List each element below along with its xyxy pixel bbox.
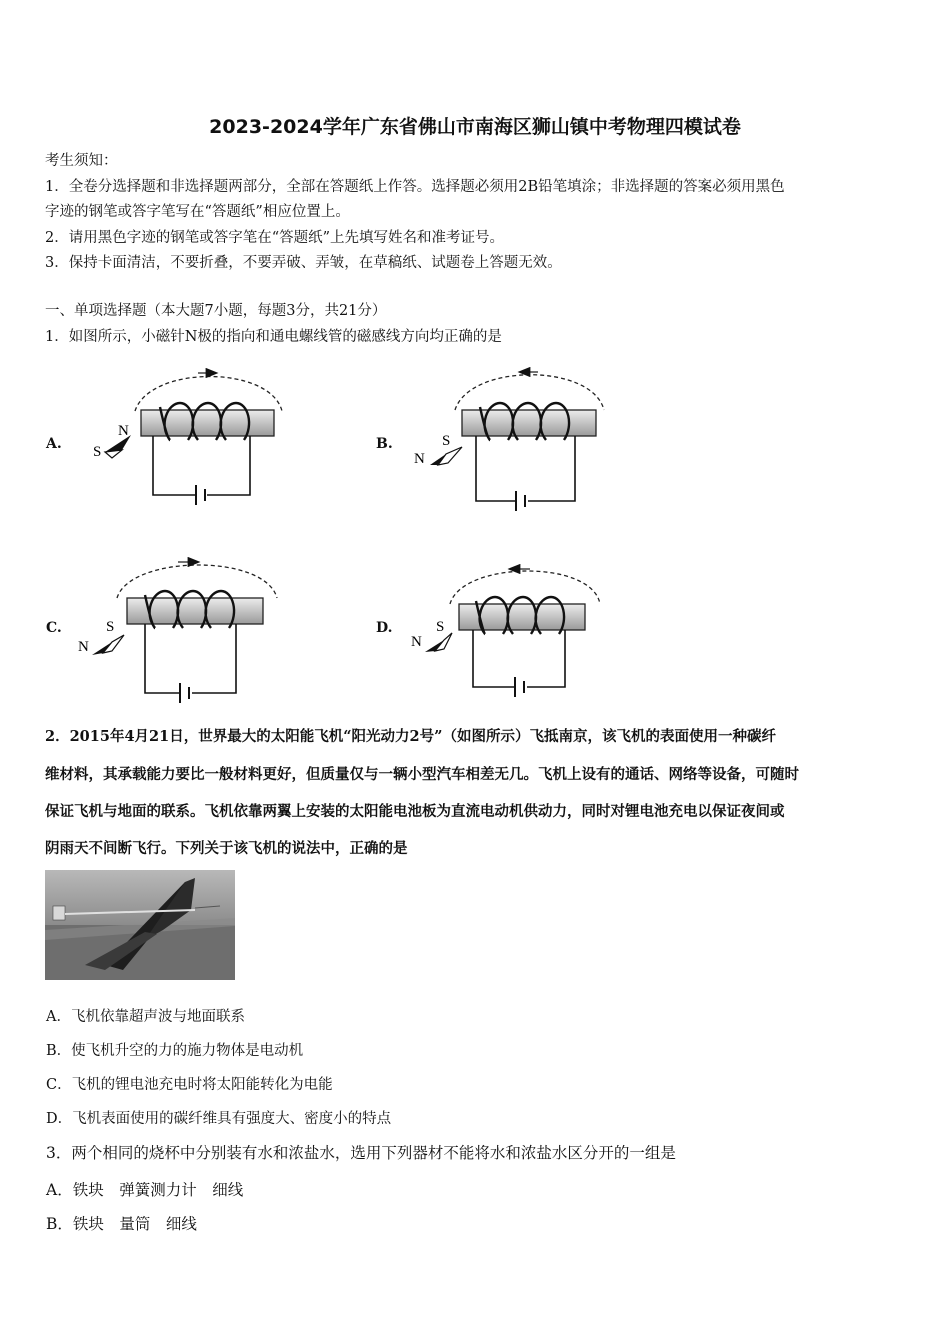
page-title: 2023-2024学年广东省佛山市南海区狮山镇中考物理四模试卷 (209, 116, 741, 138)
solar-plane-photo (45, 870, 235, 980)
q1-option-a-figure (93, 373, 282, 505)
q1d-n-label: N (411, 634, 422, 650)
q2-stem-line-4: 阴雨天不间断飞行。下列关于该飞机的说法中，正确的是 (45, 840, 408, 857)
q1-option-b-figure (414, 372, 604, 511)
q1-stem: 1．如图所示，小磁针N极的指向和通电螺线管的磁感线方向均正确的是 (45, 329, 502, 345)
notice-item-3: 3．保持卡面清洁，不要折叠，不要弄破、弄皱，在草稿纸、试题卷上答题无效。 (45, 255, 562, 271)
q2-option-a[interactable]: A．飞机依靠超声波与地面联系 (46, 1009, 245, 1025)
notice-item-1: 1．全卷分选择题和非选择题两部分，全部在答题纸上作答。选择题必须用2B铅笔填涂；非选择题的答案必须用黑色 (45, 179, 785, 195)
section-heading: 一、单项选择题（本大题7小题，每题3分，共21分） (45, 303, 387, 319)
q1-option-c-figure (78, 562, 277, 703)
notice-heading: 考生须知： (45, 153, 118, 169)
q3-option-a[interactable]: A．铁块 弹簧测力计 细线 (46, 1181, 244, 1199)
q1d-s-label: S (436, 619, 445, 635)
q1c-n-label: N (78, 639, 89, 655)
q1-option-c-label[interactable]: C. (46, 620, 62, 636)
q3-option-b[interactable]: B．铁块 量筒 细线 (46, 1215, 197, 1233)
q1a-n-label: N (118, 423, 129, 439)
q1-option-d-figure (411, 569, 600, 697)
q1b-n-label: N (414, 451, 425, 467)
q2-stem-line-2: 维材料，其承载能力要比一般材料更好，但质量仅与一辆小型汽车相差无几。飞机上设有的通话、网络等设备，可随时 (45, 766, 799, 783)
notice-item-2: 2．请用黑色字迹的钢笔或答字笔在“答题纸”上先填写姓名和准考证号。 (45, 230, 505, 246)
q1a-s-label: S (93, 444, 102, 460)
q1-figures (0, 355, 950, 710)
q2-stem-line-3: 保证飞机与地面的联系。飞机依靠两翼上安装的太阳能电池板为直流电动机供动力，同时对锂电池充电以保证夜间或 (45, 803, 785, 820)
q2-stem-line-1: 2．2015年4月21日，世界最大的太阳能飞机“阳光动力2号”（如图所示）飞抵南京，该飞机的表面使用一种碳纤 (45, 728, 776, 745)
q1-option-d-label[interactable]: D. (376, 620, 393, 636)
q1-option-a-label[interactable]: A. (46, 436, 62, 452)
q2-option-b[interactable]: B．使飞机升空的力的施力物体是电动机 (46, 1043, 304, 1059)
q2-option-d[interactable]: D．飞机表面使用的碳纤维具有强度大、密度小的特点 (46, 1111, 392, 1127)
q1c-s-label: S (106, 619, 115, 635)
q1-option-b-label[interactable]: B. (376, 436, 393, 452)
q1b-s-label: S (442, 433, 451, 449)
q3-stem: 3．两个相同的烧杯中分别装有水和浓盐水，选用下列器材不能将水和浓盐水区分开的一组是 (46, 1144, 676, 1162)
q2-option-c[interactable]: C．飞机的锂电池充电时将太阳能转化为电能 (46, 1077, 333, 1093)
notice-item-1-cont: 字迹的钢笔或答字笔写在“答题纸”相应位置上。 (45, 204, 350, 220)
